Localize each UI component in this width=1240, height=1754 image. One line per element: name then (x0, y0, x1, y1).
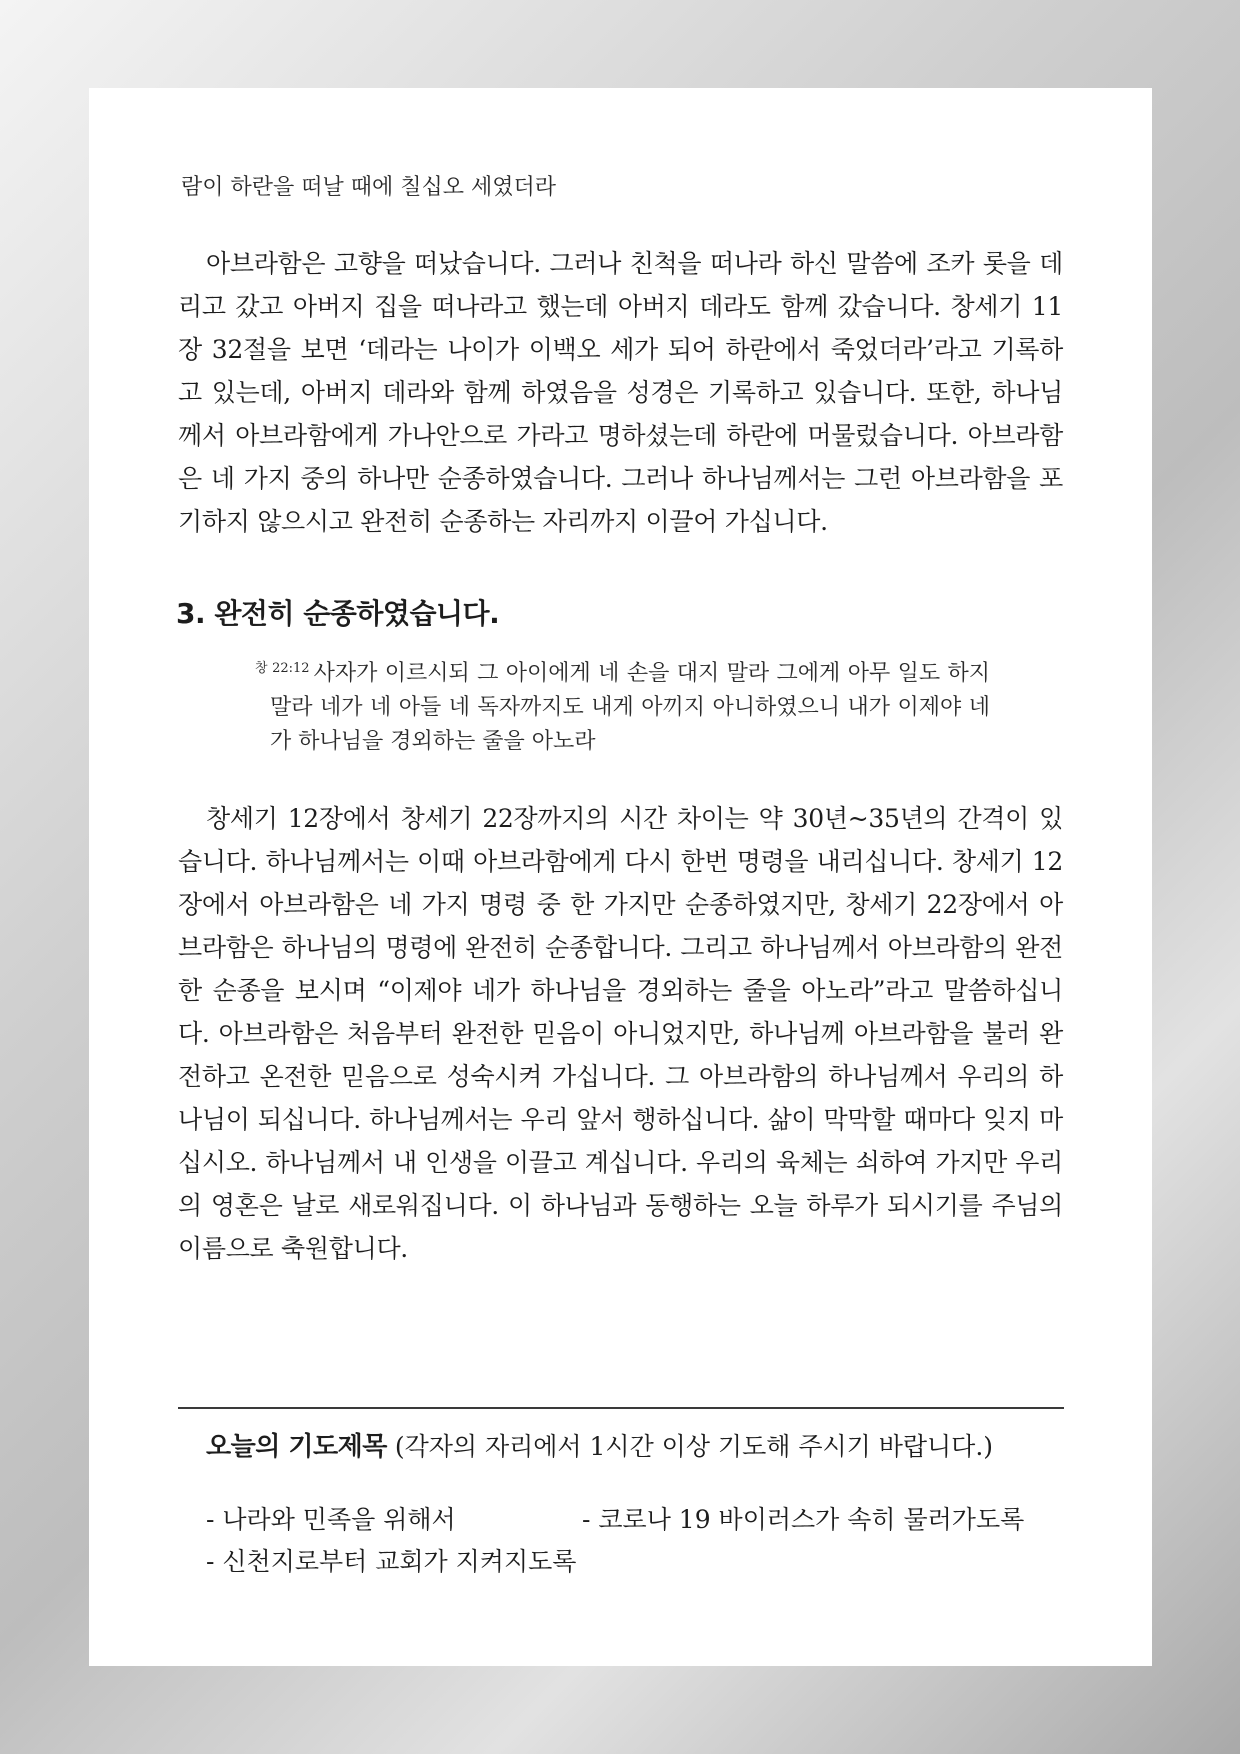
section-heading: 3. 완전히 순종하였습니다. (176, 597, 500, 630)
prayer-item: - 신천지로부터 교회가 지켜지도록 (206, 1547, 577, 1576)
prayer-item: - 코로나 19 바이러스가 속히 물러가도록 (582, 1505, 1025, 1534)
scripture-text: 사자가 이르시되 그 아이에게 네 손을 대지 말라 그에게 아무 일도 하지 말라 네가 네 아들 네 독자까지도 내게 아끼지 아니하였으니 내가 이제야 네가 하나님을 경외하는 줄을 아노라 (270, 661, 990, 754)
section-divider (178, 1407, 1064, 1409)
verse-continuation: 람이 하란을 떠날 때에 칠십오 세였더라 (181, 175, 556, 200)
prayer-title: 오늘의 기도제목 (206, 1432, 387, 1462)
prayer-header (206, 1427, 993, 1467)
body-paragraph-1: 아브라함은 고향을 떠났습니다. 그러나 친척을 떠나라 하신 말씀에 조카 롯을 데리고 갔고 아버지 집을 떠나라고 했는데 아버지 데라도 함께 갔습니다. 창세기 11장 32절을 보면 ‘데라는 나이가 이백오 세가 되어 하란에서 죽었더라’라고 기록하고 있는데, 아버지 데라와 함께 하였음을 성경은 기록하고 있습니다. 또한, 하나님께서 아브라함에게 가나안으로 가라고 명하셨는데 하란에 머물렀습니다. 아브라함은 네 가지 중의 하나만 순종하였습니다. 그러나 하나님께서는 그런 아브라함을 포기하지 않으시고 완전히 순종하는 자리까지 이끌어 가십니다. (178, 249, 1063, 536)
scripture-reference: 창 22:12 (255, 661, 310, 676)
prayer-note: (각자의 자리에서 1시간 이상 기도해 주시기 바랍니다.) (394, 1432, 994, 1461)
prayer-item: - 나라와 민족을 위해서 (206, 1505, 456, 1534)
body-paragraph-2: 창세기 12장에서 창세기 22장까지의 시간 차이는 약 30년~35년의 간격이 있습니다. 하나님께서는 이때 아브라함에게 다시 한번 명령을 내리십니다. 창세기 12장에서 아브라함은 네 가지 명령 중 한 가지만 순종하였지만, 창세기 22장에서 아브라함은 하나님의 명령에 완전히 순종합니다. 그리고 하나님께서 아브라함의 완전한 순종을 보시며 “이제야 네가 하나님을 경외하는 줄을 아노라”라고 말씀하십니다. 아브라함은 처음부터 완전한 믿음이 아니었지만, 하나님께 아브라함을 불러 완전하고 온전한 믿음으로 성숙시켜 가십니다. 그 아브라함의 하나님께서 우리의 하나님이 되십니다. 하나님께서는 우리 앞서 행하십니다. 삶이 막막할 때마다 잊지 마십시오. 하나님께서 내 인생을 이끌고 계십니다. 우리의 육체는 쇠하여 가지만 우리의 영혼은 날로 새로워집니다. 이 하나님과 동행하는 오늘 하루가 되시기를 주님의 이름으로 축원합니다. (178, 804, 1063, 1263)
scripture-quote (255, 652, 990, 759)
